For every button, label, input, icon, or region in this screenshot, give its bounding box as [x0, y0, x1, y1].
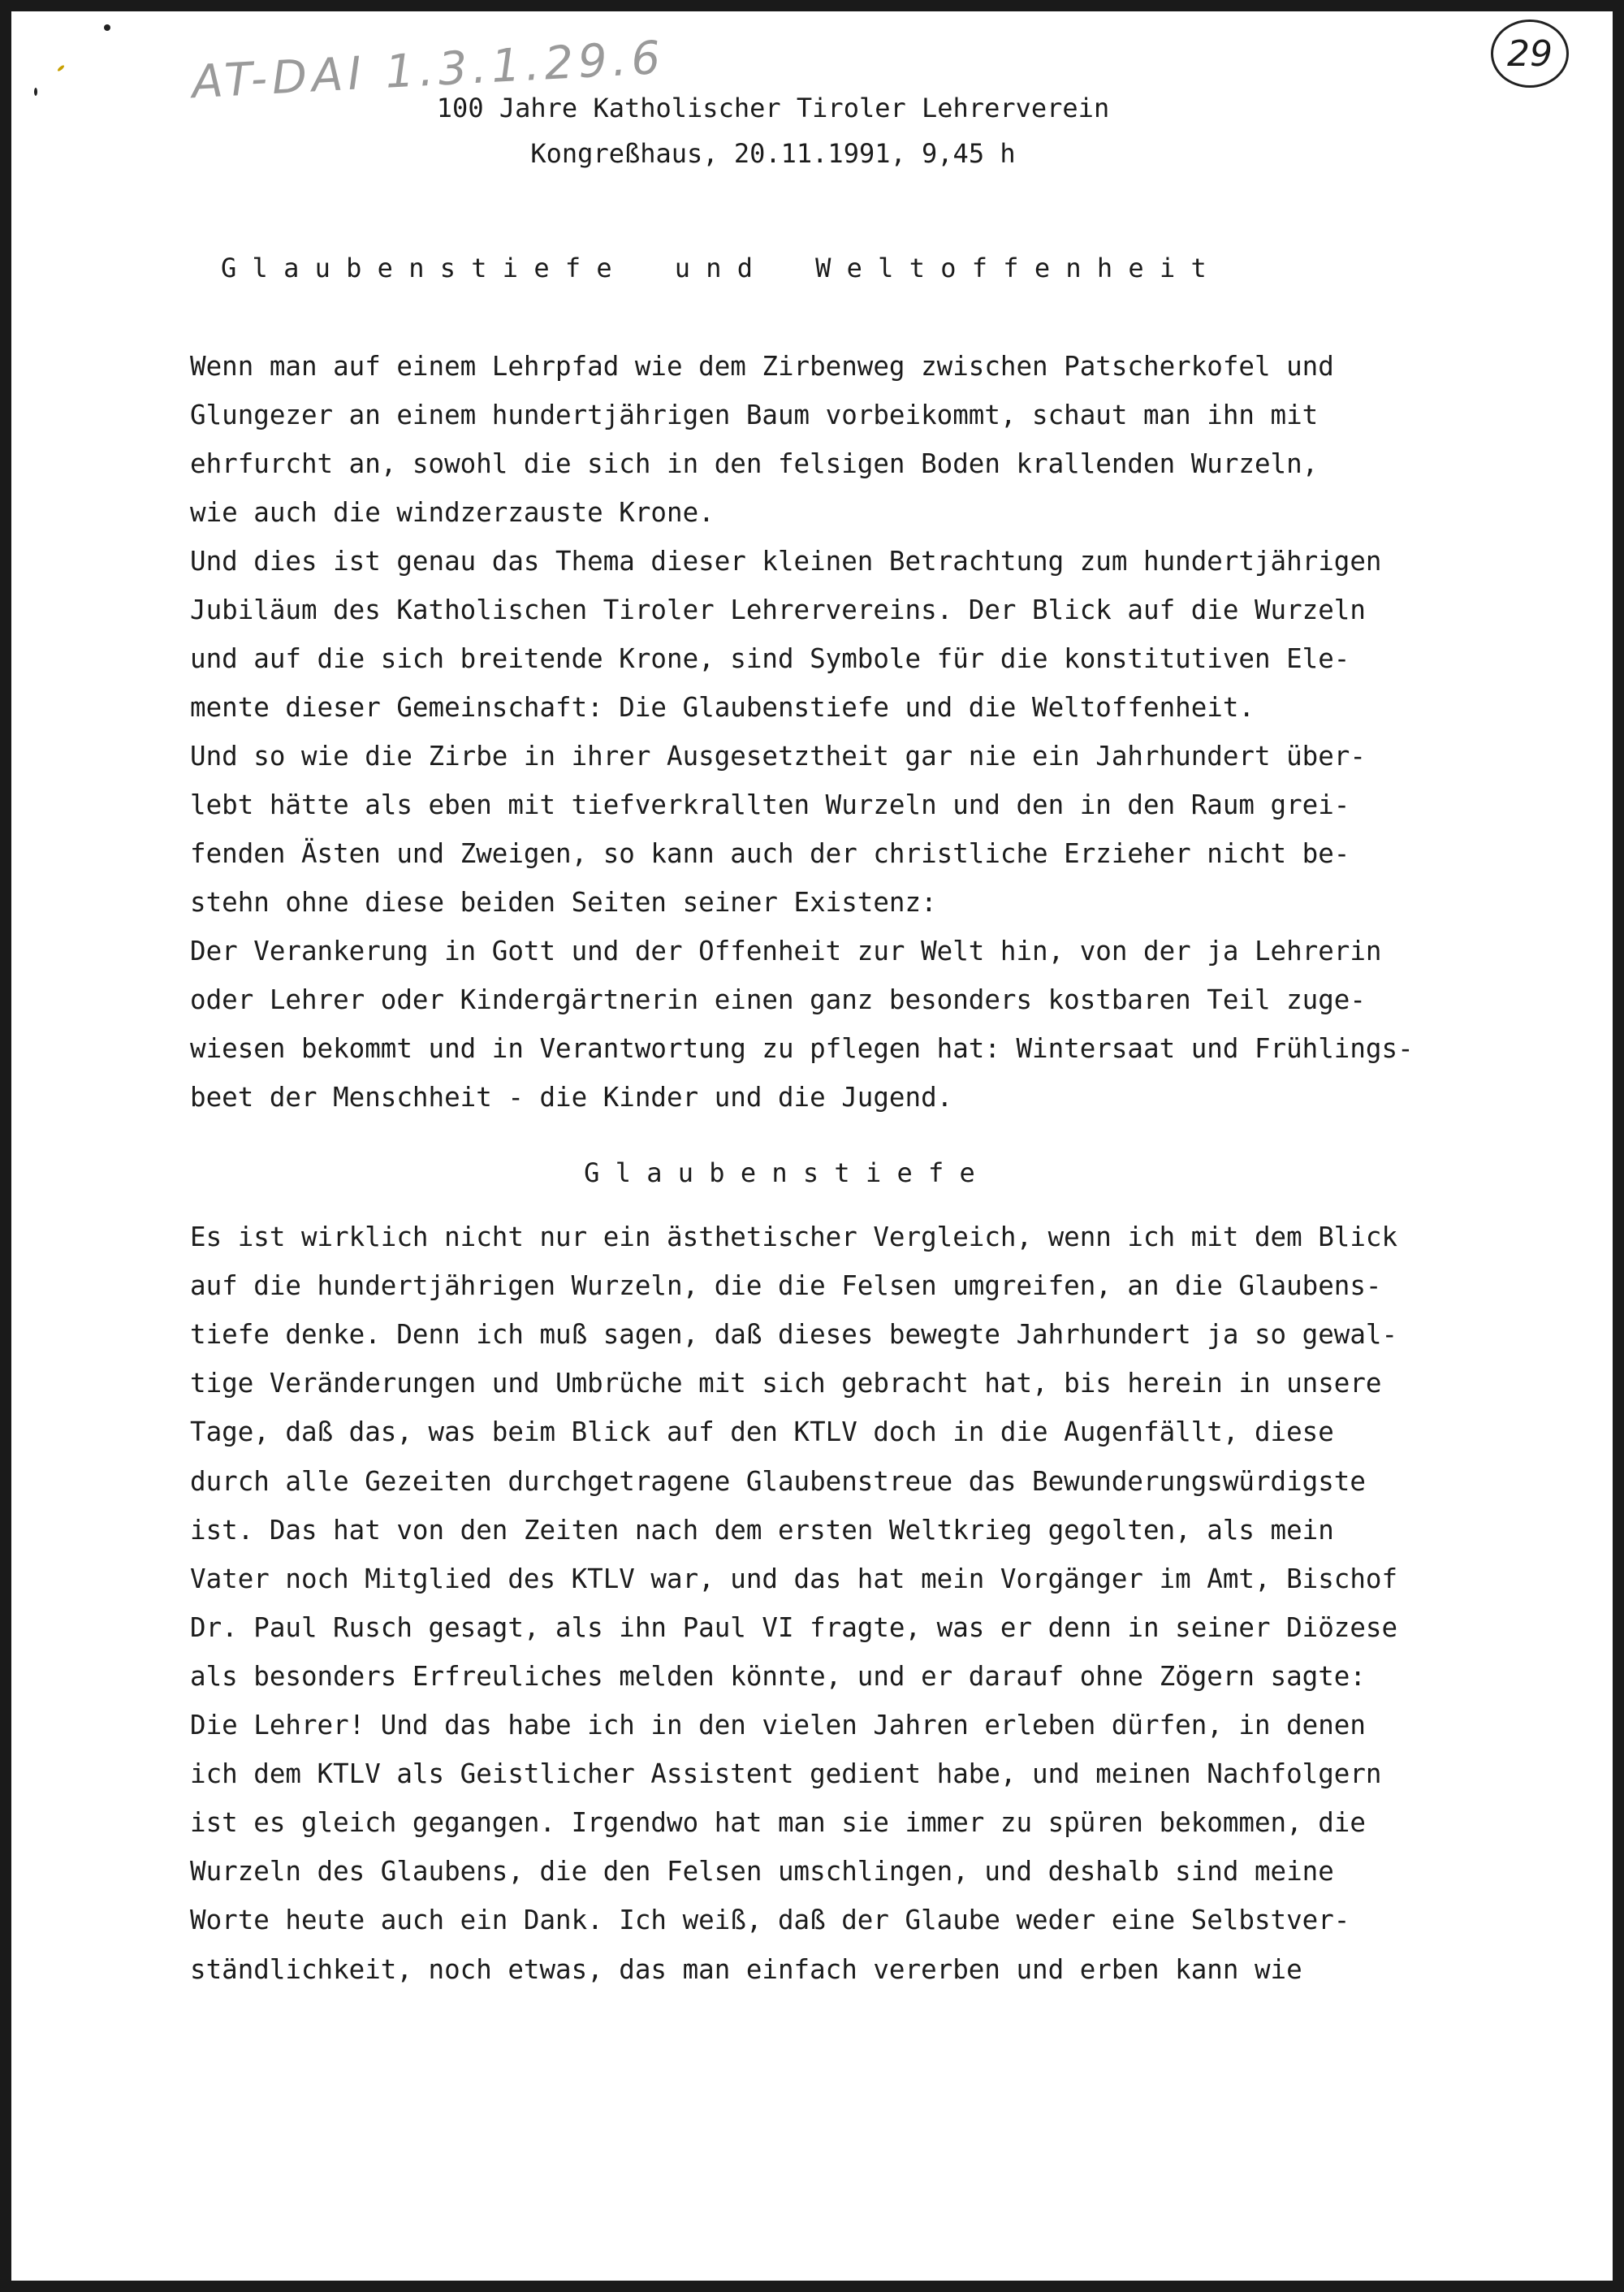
text-line: Der Verankerung in Gott und der Offenheit zur Welt hin, von der ja Lehrerin	[190, 936, 1382, 967]
archive-signature: AT-DAI 1.3.1.29.6	[190, 31, 667, 110]
text-line: Die Lehrer! Und das habe ich in den vielen Jahren erleben dürfen, in denen	[190, 1710, 1366, 1741]
text-line: ich dem KTLV als Geistlicher Assistent gedient habe, und meinen Nachfolgern	[190, 1758, 1382, 1790]
page-number: 29	[1507, 32, 1553, 75]
text-line: mente dieser Gemeinschaft: Die Glaubenstiefe und die Weltoffenheit.	[190, 692, 1255, 723]
text-line: stehn ohne diese beiden Seiten seiner Existenz:	[190, 887, 937, 918]
text-line: ist. Das hat von den Zeiten nach dem ersten Weltkrieg gegolten, als mein	[190, 1514, 1334, 1546]
text-line: durch alle Gezeiten durchgetragene Glaubenstreue das Bewunderungswürdigste	[190, 1465, 1366, 1497]
text-line: Es ist wirklich nicht nur ein ästhetischer Vergleich, wenn ich mit dem Blick	[190, 1222, 1398, 1252]
text-line: Wenn man auf einem Lehrpfad wie dem Zirbenweg zwischen Patscherkofel und	[190, 351, 1334, 382]
text-line: tige Veränderungen und Umbrüche mit sich gebracht hat, bis herein in unsere	[190, 1368, 1382, 1399]
page-number-circle	[1491, 19, 1569, 88]
header-line-2: Kongreßhaus, 20.11.1991, 9,45 h	[530, 138, 1016, 169]
speck-mark	[104, 24, 110, 31]
text-line: auf die hundertjährigen Wurzeln, die die Felsen umgreifen, an die Glaubens-	[190, 1270, 1382, 1302]
text-line: oder Lehrer oder Kindergärtnerin einen ganz besonders kostbaren Teil zuge-	[190, 984, 1366, 1015]
text-line: lebt hätte als eben mit tiefverkrallten Wurzeln und den in den Raum grei-	[190, 789, 1350, 820]
text-line: ehrfurcht an, sowohl die sich in den felsigen Boden krallenden Wurzeln,	[190, 448, 1319, 479]
text-line: fenden Ästen und Zweigen, so kann auch der christliche Erzieher nicht be-	[190, 838, 1350, 869]
text-line: Tage, daß das, was beim Blick auf den KTLV doch in die Augenfällt, diese	[190, 1416, 1334, 1448]
text-line: Jubiläum des Katholischen Tiroler Lehrervereins. Der Blick auf die Wurzeln	[190, 595, 1366, 625]
text-line: Wurzeln des Glaubens, die den Felsen umschlingen, und deshalb sind meine	[190, 1856, 1334, 1888]
text-line: Worte heute auch ein Dank. Ich weiß, daß der Glaube weder eine Selbstver-	[190, 1905, 1350, 1936]
text-line: Und dies ist genau das Thema dieser kleinen Betrachtung zum hundertjährigen	[190, 546, 1382, 577]
text-line: wie auch die windzerzauste Krone.	[190, 497, 715, 528]
text-line: wiesen bekommt und in Verantwortung zu pflegen hat: Wintersaat und Frühlings-	[190, 1033, 1414, 1064]
text-line: Vater noch Mitglied des KTLV war, und das hat mein Vorgänger im Amt, Bischof	[190, 1563, 1398, 1594]
header-line-1: 100 Jahre Katholischer Tiroler Lehrerverein	[436, 93, 1110, 123]
text-line: tiefe denke. Denn ich muß sagen, daß dieses bewegte Jahrhundert ja so gewal-	[190, 1319, 1398, 1351]
section-heading: G l a u b e n s t i e f e	[584, 1157, 975, 1188]
text-line: beet der Menschheit - die Kinder und die Jugend.	[190, 1082, 953, 1113]
text-line: und auf die sich breitende Krone, sind Symbole für die konstitutiven Ele-	[190, 643, 1350, 674]
document-title: G l a u b e n s t i e f e u n d W e l t o f f e n h e i t	[221, 253, 1207, 283]
text-line: ständlichkeit, noch etwas, das man einfach vererben und erben kann wie	[190, 1953, 1302, 1985]
text-line: Glungezer an einem hundertjährigen Baum vorbeikommt, schaut man ihn mit	[190, 400, 1319, 430]
text-line: Dr. Paul Rusch gesagt, als ihn Paul VI fragte, was er denn in seiner Diözese	[190, 1611, 1398, 1643]
text-line: als besonders Erfreuliches melden könnte, und er darauf ohne Zögern sagte:	[190, 1660, 1366, 1692]
text-line: ist es gleich gegangen. Irgendwo hat man sie immer zu spüren bekommen, die	[190, 1807, 1366, 1839]
text-line: Und so wie die Zirbe in ihrer Ausgesetztheit gar nie ein Jahrhundert über-	[190, 741, 1366, 772]
